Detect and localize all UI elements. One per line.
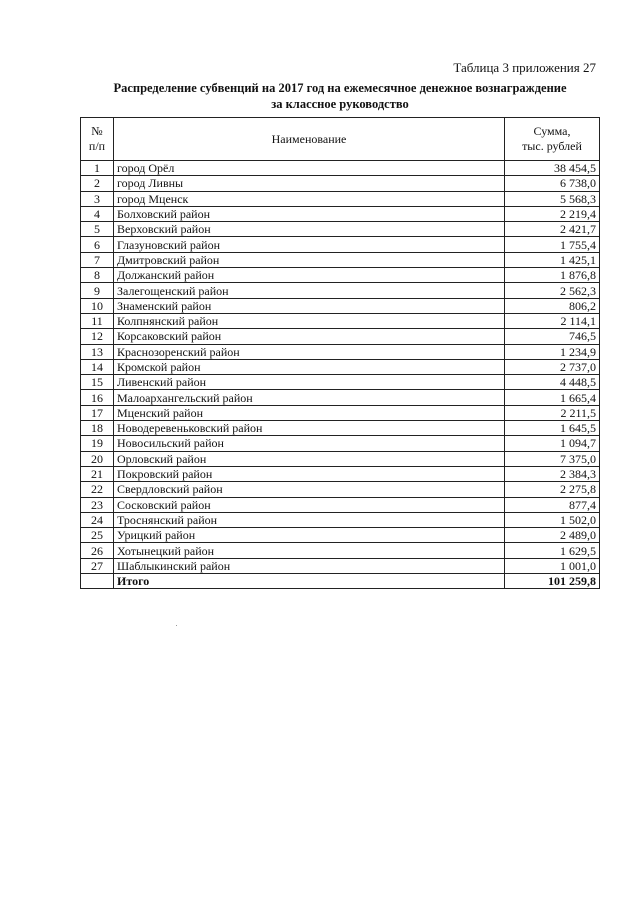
row-name: Кромской район (114, 359, 505, 374)
table-row (81, 283, 600, 298)
row-name: Шаблыкинский район (114, 558, 505, 573)
table-row (81, 390, 600, 405)
row-name: Знаменский район (114, 298, 505, 313)
row-sum: 1 001,0 (505, 558, 600, 573)
table-row (81, 405, 600, 420)
row-name: Ливенский район (114, 375, 505, 390)
row-number: 8 (81, 268, 114, 283)
table-row (81, 528, 600, 543)
row-name: Дмитровский район (114, 252, 505, 267)
scan-speck (176, 625, 177, 626)
row-number: 5 (81, 222, 114, 237)
row-name: Свердловский район (114, 482, 505, 497)
table-row (81, 161, 600, 176)
row-number: 1 (81, 161, 114, 176)
row-number: 22 (81, 482, 114, 497)
row-number: 11 (81, 313, 114, 328)
row-name: Новодеревеньковский район (114, 421, 505, 436)
total-row (81, 574, 600, 589)
row-name: Покровский район (114, 466, 505, 481)
row-sum: 4 448,5 (505, 375, 600, 390)
row-number: 14 (81, 359, 114, 374)
table-row (81, 375, 600, 390)
table-row (81, 252, 600, 267)
row-number: 2 (81, 176, 114, 191)
row-sum: 1 629,5 (505, 543, 600, 558)
table-row (81, 222, 600, 237)
table-row (81, 268, 600, 283)
row-name: Мценский район (114, 405, 505, 420)
row-name: Залегощенский район (114, 283, 505, 298)
document-title (80, 80, 600, 112)
header-sum (505, 118, 600, 161)
table-row (81, 436, 600, 451)
row-sum: 1 502,0 (505, 512, 600, 527)
row-number: 25 (81, 528, 114, 543)
row-name: Колпнянский район (114, 313, 505, 328)
row-number: 15 (81, 375, 114, 390)
row-number: 12 (81, 329, 114, 344)
row-name: Глазуновский район (114, 237, 505, 252)
row-sum: 2 489,0 (505, 528, 600, 543)
row-sum: 1 876,8 (505, 268, 600, 283)
table-row (81, 421, 600, 436)
row-name: город Ливны (114, 176, 505, 191)
header-num-line2: п/п (88, 139, 106, 153)
table-row (81, 176, 600, 191)
row-sum: 2 219,4 (505, 206, 600, 221)
row-sum: 6 738,0 (505, 176, 600, 191)
table-row (81, 359, 600, 374)
table-header-row (81, 118, 600, 161)
table-row (81, 329, 600, 344)
row-number: 23 (81, 497, 114, 512)
title-line-1: Распределение субвенций на 2017 год на ежемесячное денежное вознаграждение (113, 81, 567, 95)
row-sum: 2 562,3 (505, 283, 600, 298)
title-line-2: за классное руководство (271, 97, 409, 111)
subsidy-distribution-table (80, 117, 600, 589)
table-row (81, 497, 600, 512)
table-row (81, 451, 600, 466)
row-number: 16 (81, 390, 114, 405)
table-row (81, 298, 600, 313)
row-sum: 2 421,7 (505, 222, 600, 237)
row-sum: 2 384,3 (505, 466, 600, 481)
table-row (81, 466, 600, 481)
row-name: Болховский район (114, 206, 505, 221)
table-row (81, 344, 600, 359)
header-num (81, 118, 114, 161)
table-row (81, 237, 600, 252)
row-sum: 2 114,1 (505, 313, 600, 328)
row-sum: 2 275,8 (505, 482, 600, 497)
row-number: 20 (81, 451, 114, 466)
row-sum: 2 737,0 (505, 359, 600, 374)
table-row (81, 512, 600, 527)
row-name: Хотынецкий район (114, 543, 505, 558)
row-name: Новосильский район (114, 436, 505, 451)
row-sum: 1 425,1 (505, 252, 600, 267)
total-row-name: Итого (114, 574, 505, 589)
row-number: 19 (81, 436, 114, 451)
header-sum-line1: Сумма, (533, 124, 571, 138)
row-sum: 1 645,5 (505, 421, 600, 436)
header-num-line1: № (91, 124, 103, 138)
row-name: Орловский район (114, 451, 505, 466)
row-sum: 2 211,5 (505, 405, 600, 420)
total-row-sum: 101 259,8 (505, 574, 600, 589)
row-sum: 1 094,7 (505, 436, 600, 451)
row-number: 21 (81, 466, 114, 481)
row-name: Краснозоренский район (114, 344, 505, 359)
row-number: 4 (81, 206, 114, 221)
row-number: 9 (81, 283, 114, 298)
row-name: Троснянский район (114, 512, 505, 527)
row-name: Корсаковский район (114, 329, 505, 344)
row-name: Малоархангельский район (114, 390, 505, 405)
row-number: 13 (81, 344, 114, 359)
row-number: 27 (81, 558, 114, 573)
row-name: город Мценск (114, 191, 505, 206)
row-number: 6 (81, 237, 114, 252)
table-row (81, 543, 600, 558)
row-number: 7 (81, 252, 114, 267)
row-number: 17 (81, 405, 114, 420)
table-row (81, 482, 600, 497)
row-number: 3 (81, 191, 114, 206)
row-name: город Орёл (114, 161, 505, 176)
row-sum: 1 665,4 (505, 390, 600, 405)
table-row (81, 191, 600, 206)
table-row (81, 558, 600, 573)
row-number: 18 (81, 421, 114, 436)
row-number: 24 (81, 512, 114, 527)
row-name: Верховский район (114, 222, 505, 237)
row-sum: 38 454,5 (505, 161, 600, 176)
row-sum: 746,5 (505, 329, 600, 344)
total-row-number (81, 574, 114, 589)
row-sum: 806,2 (505, 298, 600, 313)
table-row (81, 313, 600, 328)
row-sum: 1 234,9 (505, 344, 600, 359)
row-sum: 7 375,0 (505, 451, 600, 466)
row-sum: 1 755,4 (505, 237, 600, 252)
row-sum: 5 568,3 (505, 191, 600, 206)
row-sum: 877,4 (505, 497, 600, 512)
header-name: Наименование (114, 118, 505, 161)
header-sum-line2: тыс. рублей (522, 139, 582, 153)
row-number: 10 (81, 298, 114, 313)
row-name: Должанский район (114, 268, 505, 283)
table-body (81, 161, 600, 589)
row-name: Сосковский район (114, 497, 505, 512)
table-row (81, 206, 600, 221)
row-number: 26 (81, 543, 114, 558)
table-reference: Таблица 3 приложения 27 (453, 60, 596, 75)
row-name: Урицкий район (114, 528, 505, 543)
